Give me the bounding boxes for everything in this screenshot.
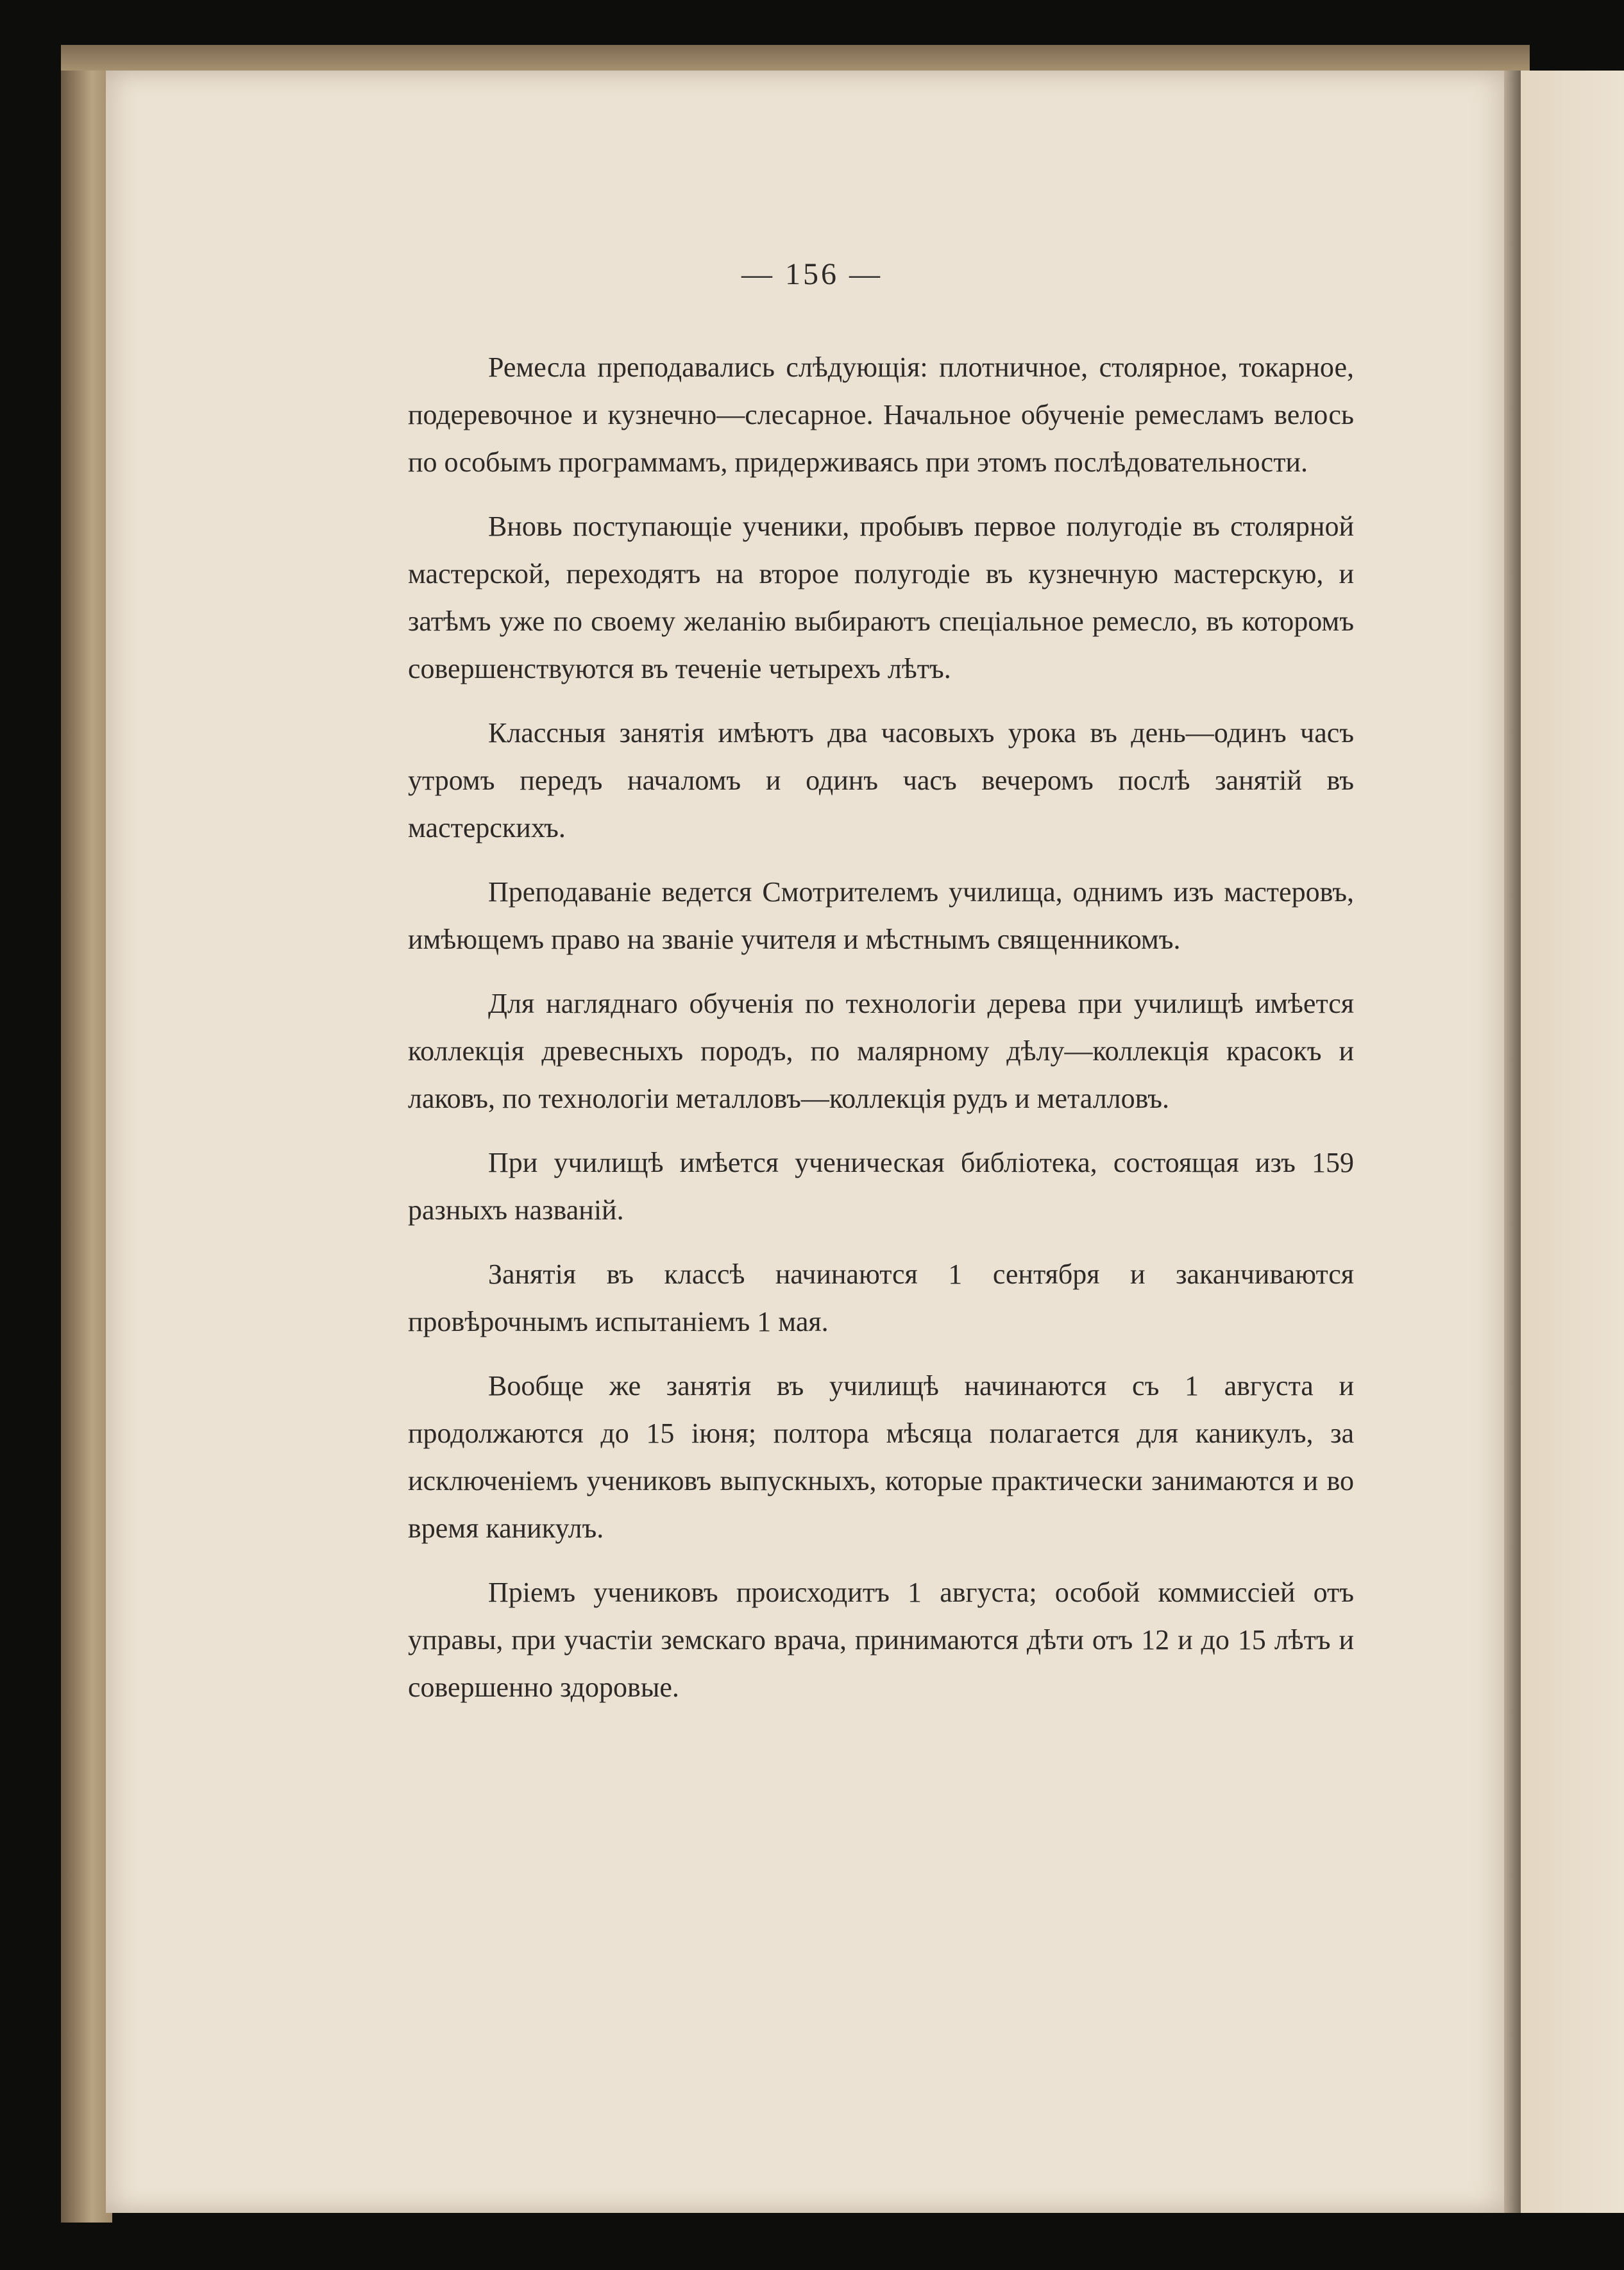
- paragraph-admission: Пріемъ учениковъ происходитъ 1 августа; особой коммиссіей отъ управы, при участіи земскаго врача, принимаются дѣти отъ 12 и до 15 лѣтъ и совершенно здоровые.: [408, 1577, 1354, 1703]
- page-gutter: [1504, 71, 1521, 2213]
- paragraph-collections: Для нагляднаго обученія по технологіи дерева при училищѣ имѣется коллекція древесныхъ породъ, по малярному дѣлу—коллекція красокъ и лаковъ, по технологіи металловъ—коллекція рудъ и металловъ.: [408, 988, 1354, 1114]
- book-cover-spine-edge: [61, 45, 112, 2223]
- paragraph-library: При училищѣ имѣется ученическая библіотека, состоящая изъ 159 разныхъ названій.: [408, 1147, 1354, 1226]
- paragraph-schedule: Вообще же занятія въ училищѣ начинаются съ 1 августа и продолжаются до 15 іюня; полтора мѣсяца полагается для каникулъ, за исключеніемъ учениковъ выпускныхъ, которые практически занимаются и во время каникулъ.: [408, 1370, 1354, 1544]
- book-cover-top-edge: [61, 45, 1530, 71]
- paragraph-new-students: Вновь поступающіе ученики, пробывъ первое полугодіе въ столярной мастерской, переходятъ на второе полугодіе въ кузнечную мастерскую, и затѣмъ уже по своему желанію выбираютъ спеціальное ремесло, въ которомъ совершенствуются въ теченіе четырехъ лѣтъ.: [408, 511, 1354, 684]
- paragraph-school-year: Занятія въ классѣ начинаются 1 сентября и заканчиваются провѣрочнымъ испытаніемъ 1 мая.: [408, 1258, 1354, 1337]
- paragraph-class-lessons: Классныя занятія имѣютъ два часовыхъ урока въ день—одинъ часъ утромъ передъ началомъ и одинъ часъ вечеромъ послѣ занятій въ мастерскихъ.: [408, 717, 1354, 843]
- body-text: [408, 344, 1354, 1728]
- paragraph-crafts: Ремесла преподавались слѣдующія: плотничное, столярное, токарное, подеревочное и кузнечно—слесарное. Начальное обученіе ремесламъ велось по особымъ программамъ, придерживаясь при этомъ послѣдовательности.: [408, 352, 1354, 478]
- adjacent-page-edge: [1521, 71, 1624, 2213]
- paragraph-teaching-staff: Преподаваніе ведется Смотрителемъ училища, однимъ изъ мастеровъ, имѣющемъ право на званіе учителя и мѣстнымъ священникомъ.: [408, 876, 1354, 955]
- page-number: — 156 —: [741, 257, 883, 291]
